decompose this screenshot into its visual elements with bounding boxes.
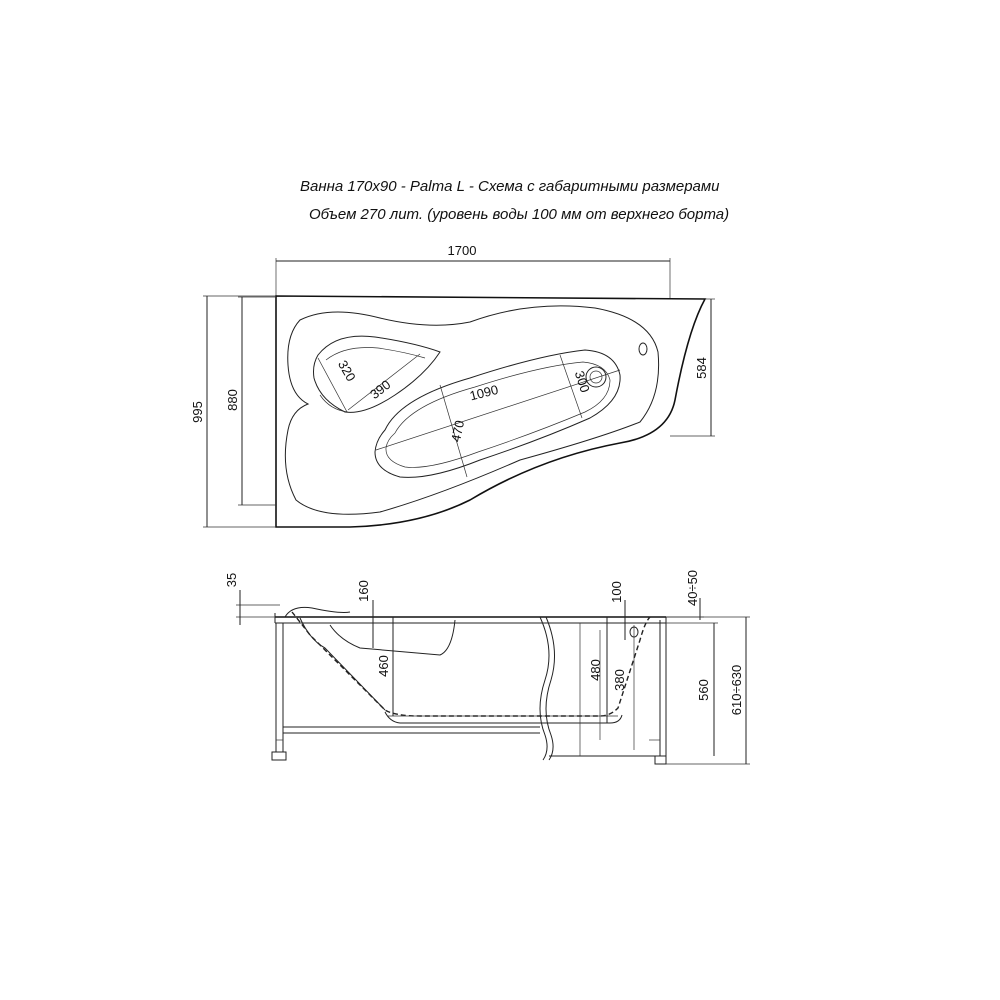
drain-label: 300 xyxy=(571,368,593,395)
leg-adjust-label: 40÷50 xyxy=(685,569,700,607)
width-label: 1700 xyxy=(447,243,477,258)
body-height-label: 560 xyxy=(696,679,711,701)
top-view xyxy=(190,243,715,527)
slope-depth-label: 380 xyxy=(612,669,627,691)
foot-depth-label: 100 xyxy=(609,581,624,603)
seat-label: 390 xyxy=(367,376,394,403)
height-label: 995 xyxy=(190,401,205,423)
diagram-title: Ванна 170x90 - Palma L - Схема с габаритными размерами xyxy=(300,178,720,195)
rim-label: 35 xyxy=(224,572,239,588)
side-view xyxy=(224,570,750,764)
inner-height-label: 880 xyxy=(225,389,240,411)
depth-label: 460 xyxy=(376,655,391,677)
tub-outer-rim xyxy=(276,296,705,527)
right-height-label: 584 xyxy=(694,357,709,379)
diagram-subtitle: Объем 270 лит. (уровень воды 100 мм от верхнего борта) xyxy=(309,206,730,223)
bottom-width-label: 470 xyxy=(448,418,468,444)
bottom-length-label: 1090 xyxy=(468,381,500,404)
head-depth-label: 160 xyxy=(356,580,371,602)
inner-depth-label: 480 xyxy=(588,659,603,681)
overflow-icon xyxy=(639,343,647,355)
headrest-label: 320 xyxy=(334,357,359,384)
total-height-label: 610÷630 xyxy=(729,664,744,716)
